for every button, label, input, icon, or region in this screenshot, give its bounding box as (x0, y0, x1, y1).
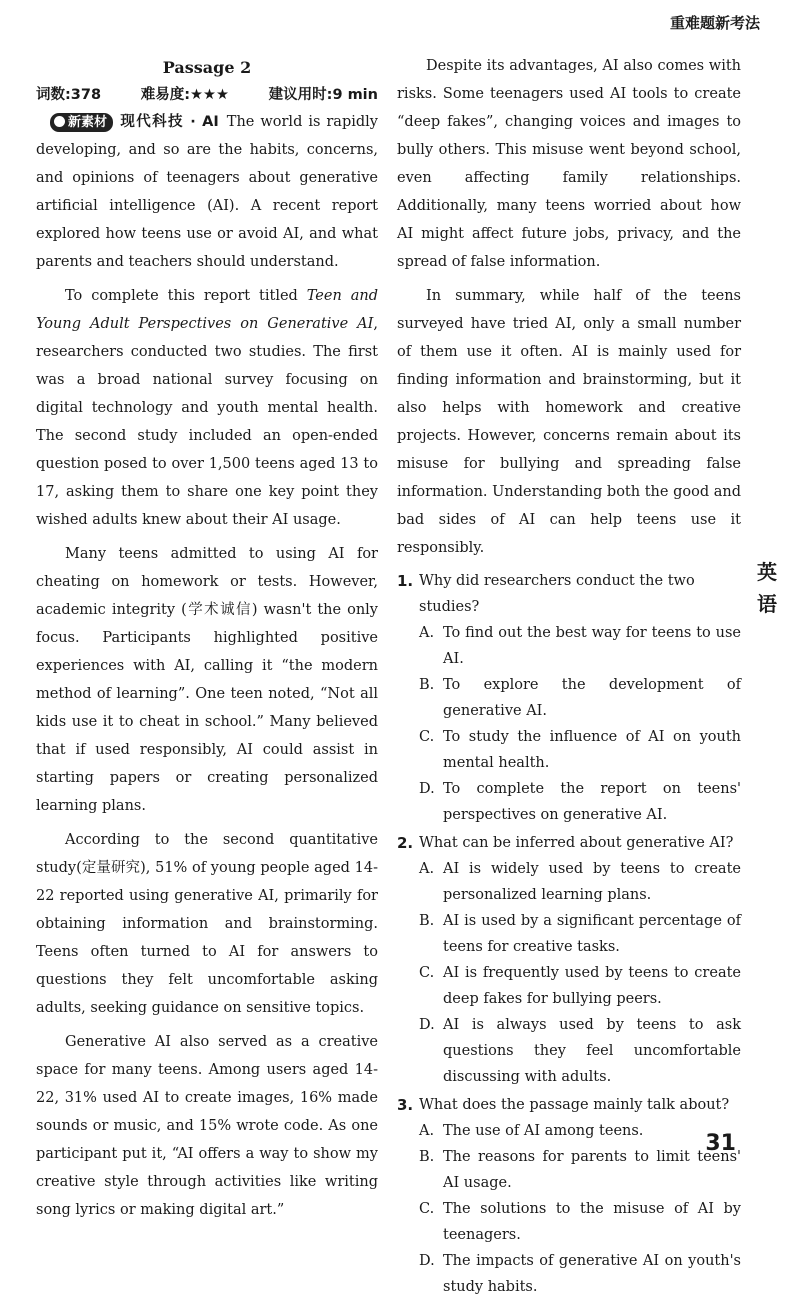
option-b[interactable] (397, 908, 741, 960)
question-2 (397, 830, 741, 1090)
question-1 (397, 568, 741, 828)
option-a[interactable] (397, 620, 741, 672)
question-number: 2. (397, 834, 414, 852)
difficulty-label: 难易度: (140, 87, 191, 103)
option-letter: B. (419, 1149, 435, 1165)
question-3 (397, 1092, 741, 1300)
option-a[interactable] (397, 1118, 741, 1144)
option-text: To find out the best way for teens to use AI. (443, 625, 741, 667)
question-number: 1. (397, 572, 414, 590)
paragraph-6: Despite its advantages, AI also comes with risks. Some teenagers used AI tools to create “deep fakes”, changing voices and images to bully others. This misuse went beyond school, even affecting family relationships. Additionally, many teens worried about how AI might affect future jobs, privacy, and the spread of false information. (397, 58, 741, 270)
option-text: AI is widely used by teens to create personalized learning plans. (443, 861, 741, 903)
question-number: 3. (397, 1096, 414, 1114)
right-column (397, 52, 741, 1300)
topic-category: 现代科技 · AI (119, 114, 219, 130)
option-letter: C. (419, 1201, 435, 1217)
question-stem (397, 1092, 741, 1118)
option-d[interactable] (397, 1248, 741, 1300)
option-text: The reasons for parents to limit teens' AI usage. (443, 1149, 741, 1191)
suggested-time: 建议用时:9 min (268, 87, 378, 103)
paragraph-2 (36, 282, 378, 534)
new-material-badge (50, 113, 113, 132)
paragraph-1 (36, 108, 378, 276)
paragraph-4: According to the second quantitative study(定量研究), 51% of young people aged 14-22 reported using generative AI, primarily for obtaining information and brainstorming. Teens often turned to AI for answers to questions they felt uncomfortable asking adults, seeking guidance on sensitive topics. (36, 832, 378, 1016)
paragraph-5: Generative AI also served as a creative space for many teens. Among users aged 14-22, 31% used AI to create images, 16% made sounds or music, and 15% wrote code. As one participant put it, “AI offers a way to show my creative style through activities like writing song lyrics or making digital art.” (36, 1034, 378, 1218)
question-stem (397, 830, 741, 856)
option-letter: C. (419, 965, 435, 981)
report-title: Teen and Young Adult Perspectives on Generative AI (36, 288, 379, 332)
option-b[interactable] (397, 1144, 741, 1196)
option-text: The use of AI among teens. (443, 1123, 644, 1139)
option-text: To explore the development of generative AI. (443, 677, 741, 719)
paragraph-7: In summary, while half of the teens surveyed have tried AI, only a small number of them use it often. AI is mainly used for finding information and brainstorming, but it also helps with homework and creative projects. However, concerns remain about its misuse for bullying and spreading false information. Understanding both the good and bad sides of AI can help teens use it responsibly. (397, 288, 741, 556)
badge-label: 新素材 (68, 115, 108, 130)
option-d[interactable] (397, 776, 741, 828)
option-letter: C. (419, 729, 435, 745)
option-b[interactable] (397, 672, 741, 724)
word-count: 词数:378 (36, 87, 102, 103)
passage-meta (36, 83, 378, 104)
side-tab-char-1: 英 (757, 560, 777, 584)
passage-title: Passage 2 (162, 58, 252, 77)
paragraph-3: Many teens admitted to using AI for cheating on homework or tests. However, academic integrity (学术诚信) wasn't the only focus. Participants highlighted positive experiences with AI, calling it “the modern method of learning”. One teen noted, “Not all kids use it to cheat in school.” Many believed that if used responsibly, AI could assist in starting papers or creating personalized learning plans. (36, 546, 378, 814)
left-column (36, 52, 378, 1230)
paragraph-2-text: , researchers conducted two studies. The first was a broad national survey focusing on digital technology and youth mental health. The second study included an open-ended question posed to over 1,500 teens aged 13 to 17, asking them to share one key point they wished adults knew about their AI usage. (36, 316, 378, 528)
running-header: 重难题新考法 (669, 14, 760, 32)
option-text: To study the influence of AI on youth mental health. (443, 729, 741, 771)
question-text: What does the passage mainly talk about? (419, 1097, 730, 1113)
option-letter: B. (419, 677, 435, 693)
option-text: AI is frequently used by teens to create deep fakes for bullying peers. (443, 965, 741, 1007)
option-c[interactable] (397, 1196, 741, 1248)
difficulty (141, 83, 229, 104)
pin-icon (54, 116, 65, 127)
option-c[interactable] (397, 960, 741, 1012)
question-text: Why did researchers conduct the two studies? (419, 573, 695, 615)
option-text: AI is always used by teens to ask questions they feel uncomfortable discussing with adults. (443, 1017, 741, 1085)
difficulty-stars: ★★★ (190, 87, 230, 103)
side-tab-char-2: 语 (757, 592, 777, 616)
paragraph-2-lead: To complete this report titled (65, 288, 298, 304)
option-d[interactable] (397, 1012, 741, 1090)
paragraph-1-text: The world is rapidly developing, and so are the habits, concerns, and opinions of teenagers about generative artificial intelligence (AI). A recent report explored how teens use or avoid AI, and what parents and teachers should understand. (36, 114, 378, 270)
option-text: AI is used by a significant percentage of teens for creative tasks. (443, 913, 741, 955)
option-text: The impacts of generative AI on youth's study habits. (443, 1253, 741, 1295)
option-c[interactable] (397, 724, 741, 776)
option-letter: D. (419, 1253, 435, 1269)
option-letter: B. (419, 913, 435, 929)
option-letter: A. (419, 861, 435, 877)
option-text: To complete the report on teens' perspectives on generative AI. (443, 781, 741, 823)
option-letter: D. (419, 781, 435, 797)
page-number: 31 (705, 1131, 736, 1156)
option-letter: A. (419, 625, 435, 641)
option-text: The solutions to the misuse of AI by teenagers. (443, 1201, 741, 1243)
question-stem (397, 568, 741, 620)
subject-side-tab (753, 556, 781, 620)
option-a[interactable] (397, 856, 741, 908)
option-letter: A. (419, 1123, 435, 1139)
option-letter: D. (419, 1017, 435, 1033)
question-text: What can be inferred about generative AI? (419, 835, 734, 851)
